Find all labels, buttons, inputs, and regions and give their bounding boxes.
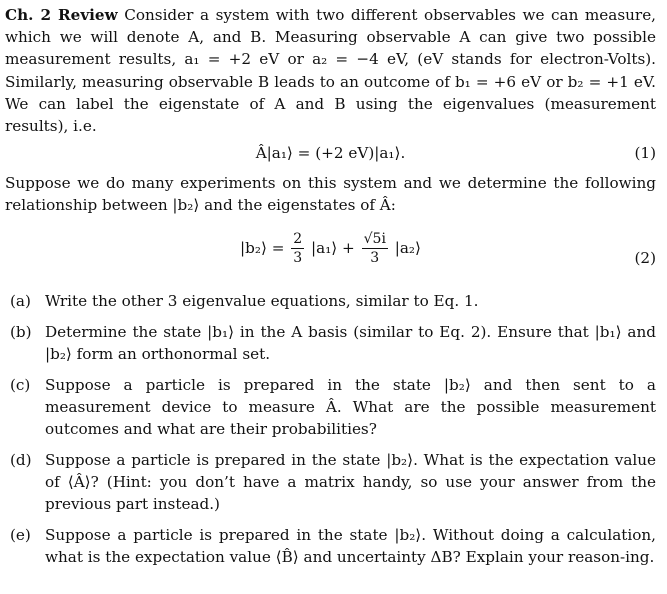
fraction-two-thirds [291, 230, 304, 267]
part-label: (b) [10, 322, 32, 341]
equation-2-term-1: |a₁⟩ + [311, 239, 355, 257]
question-part-b [10, 321, 656, 365]
equation-2 [5, 228, 656, 288]
equation-1-body: Â|a₁⟩ = (+2 eV)|a₁⟩. [255, 144, 406, 162]
part-text: Suppose a particle is prepared in the state |b₂⟩ and then sent to a measurement device to measure Â. What are the possible measurement outcomes and what are their probabilities? [45, 375, 656, 439]
question-part-d [10, 449, 656, 516]
fraction-2-denominator: 3 [370, 249, 380, 266]
fraction-1-denominator: 3 [293, 249, 303, 266]
question-part-c [10, 374, 656, 441]
part-label: (a) [10, 292, 31, 310]
question-part-a [10, 290, 656, 312]
fraction-2-numerator: √5i [363, 230, 386, 247]
question-part-e [10, 524, 656, 568]
fraction-1-numerator: 2 [293, 230, 303, 247]
chapter-heading: Ch. 2 Review [5, 6, 118, 24]
equation-2-term-2: |a₂⟩ [394, 239, 421, 257]
part-text: Suppose a particle is prepared in the state |b₂⟩. Without doing a calculation, what is the expectation value ⟨B̂⟩ and uncertainty ΔB? Explain your reason-ing. [45, 525, 656, 567]
equation-2-lhs: |b₂⟩ = [240, 239, 285, 257]
part-label: (c) [10, 375, 31, 394]
question-parts-list [10, 290, 656, 577]
part-text: Write the other 3 eigenvalue equations, similar to Eq. 1. [45, 292, 479, 310]
intro-text: Consider a system with two different observables we can measure, which we will denote A, and B. Measuring observable A can give two possible measurement results, a₁ = +2 eV or a₂ = −4 eV, (eV stands for electron-Volts). Similarly, measuring observable B leads to an outcome of b₁ = +6 eV or b₂ = +1 eV. We can label the eigenstate of A and B using the eigenvalues (measurement results), i.e. [5, 6, 657, 136]
equation-2-number: (2) [634, 249, 656, 267]
part-label: (d) [10, 450, 32, 469]
part-text: Determine the state |b₁⟩ in the A basis (similar to Eq. 2). Ensure that |b₁⟩ and |b₂⟩ form an orthonormal set. [45, 322, 656, 363]
relationship-paragraph: Suppose we do many experiments on this system and we determine the following relationship between |b₂⟩ and the eigenstates of Â: [5, 174, 656, 215]
intro-paragraph [5, 4, 656, 137]
fraction-root5i-over-3 [362, 230, 388, 267]
part-label: (e) [10, 525, 31, 544]
equation-1-number: (1) [634, 144, 656, 162]
part-text: Suppose a particle is prepared in the state |b₂⟩. What is the expectation value of ⟨Â⟩? (Hint: you don’t have a matrix handy, so use your answer from the previous part instead.) [45, 450, 656, 514]
equation-1 [5, 140, 656, 166]
equation-2-body [5, 228, 656, 288]
